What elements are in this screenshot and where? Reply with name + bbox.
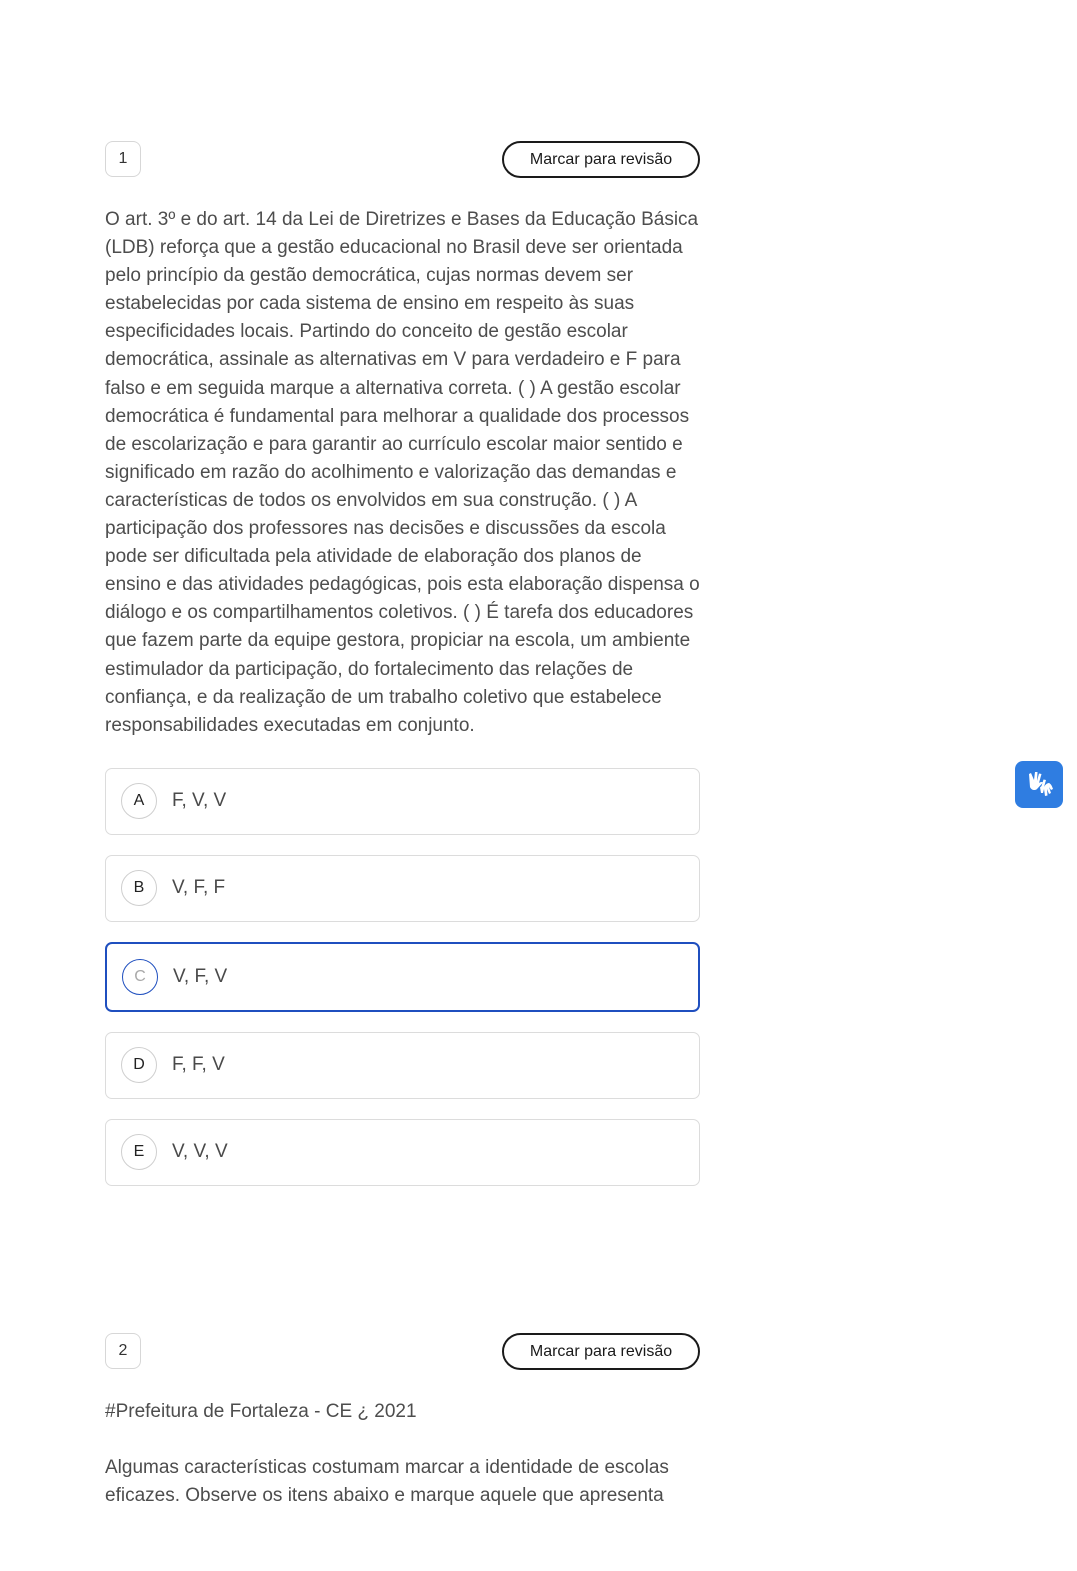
option-d[interactable] bbox=[105, 1032, 700, 1099]
option-b[interactable] bbox=[105, 855, 700, 922]
question-statement: Algumas características costumam marcar a identidade de escolas eficazes. Observe os itens abaixo e marque aquele que apresenta bbox=[105, 1457, 669, 1507]
option-letter: C bbox=[122, 959, 158, 995]
option-a[interactable] bbox=[105, 768, 700, 835]
option-e[interactable] bbox=[105, 1119, 700, 1186]
option-letter: E bbox=[121, 1134, 157, 1170]
question-statement: O art. 3º e do art. 14 da Lei de Diretrizes e Bases da Educação Básica (LDB) reforça que a gestão educacional no Brasil deve ser orientada pelo princípio da gestão democrática, cujas normas devem ser estabelecidas por cada sistema de ensino em respeito às suas especificidades locais. Partindo do conceito de gestão escolar democrática, assinale as alternativas em V para verdadeiro e F para falso e em seguida marque a alternativa correta. ( ) A gestão escolar democrática é fundamental para melhorar a qualidade dos processos de escolarização e para garantir ao currículo escolar maior sentido e significado em razão do acolhimento e valorização das demandas e características de todos os envolvidos em sua construção. ( ) A participação dos professores nas decisões e discussões da escola pode ser dificultada pela atividade de elaboração dos planos de ensino e das atividades pedagógicas, pois esta elaboração dispensa o diálogo e os compartilhamentos coletivos. ( ) É tarefa dos educadores que fazem parte da equipe gestora, propiciar na escola, um ambiente estimulador da participação, do fortalecimento das relações de confiança, e da realização de um trabalho coletivo que estabelece responsabilidades executadas em conjunto. bbox=[105, 209, 700, 736]
question-number: 2 bbox=[105, 1333, 141, 1369]
question-2 bbox=[105, 1333, 700, 1510]
mark-for-review-button[interactable]: Marcar para revisão bbox=[502, 1333, 700, 1370]
option-text: V, F, V bbox=[173, 965, 228, 987]
option-letter: D bbox=[121, 1047, 157, 1083]
question-source: #Prefeitura de Fortaleza - CE ¿ 2021 bbox=[105, 1401, 417, 1422]
option-text: F, V, V bbox=[172, 790, 227, 812]
question-1 bbox=[105, 141, 700, 1206]
option-text: V, F, F bbox=[172, 877, 226, 899]
sign-language-hands-icon bbox=[1023, 769, 1055, 801]
option-text: V, V, V bbox=[172, 1141, 228, 1163]
option-letter: A bbox=[121, 783, 157, 819]
option-letter: B bbox=[121, 870, 157, 906]
answer-options bbox=[105, 768, 700, 1186]
option-text: F, F, V bbox=[172, 1054, 225, 1076]
accessibility-button[interactable] bbox=[1015, 761, 1063, 808]
question-header bbox=[105, 141, 700, 179]
mark-for-review-button[interactable]: Marcar para revisão bbox=[502, 141, 700, 178]
question-number: 1 bbox=[105, 141, 141, 177]
option-c[interactable] bbox=[105, 942, 700, 1012]
question-header bbox=[105, 1333, 700, 1371]
